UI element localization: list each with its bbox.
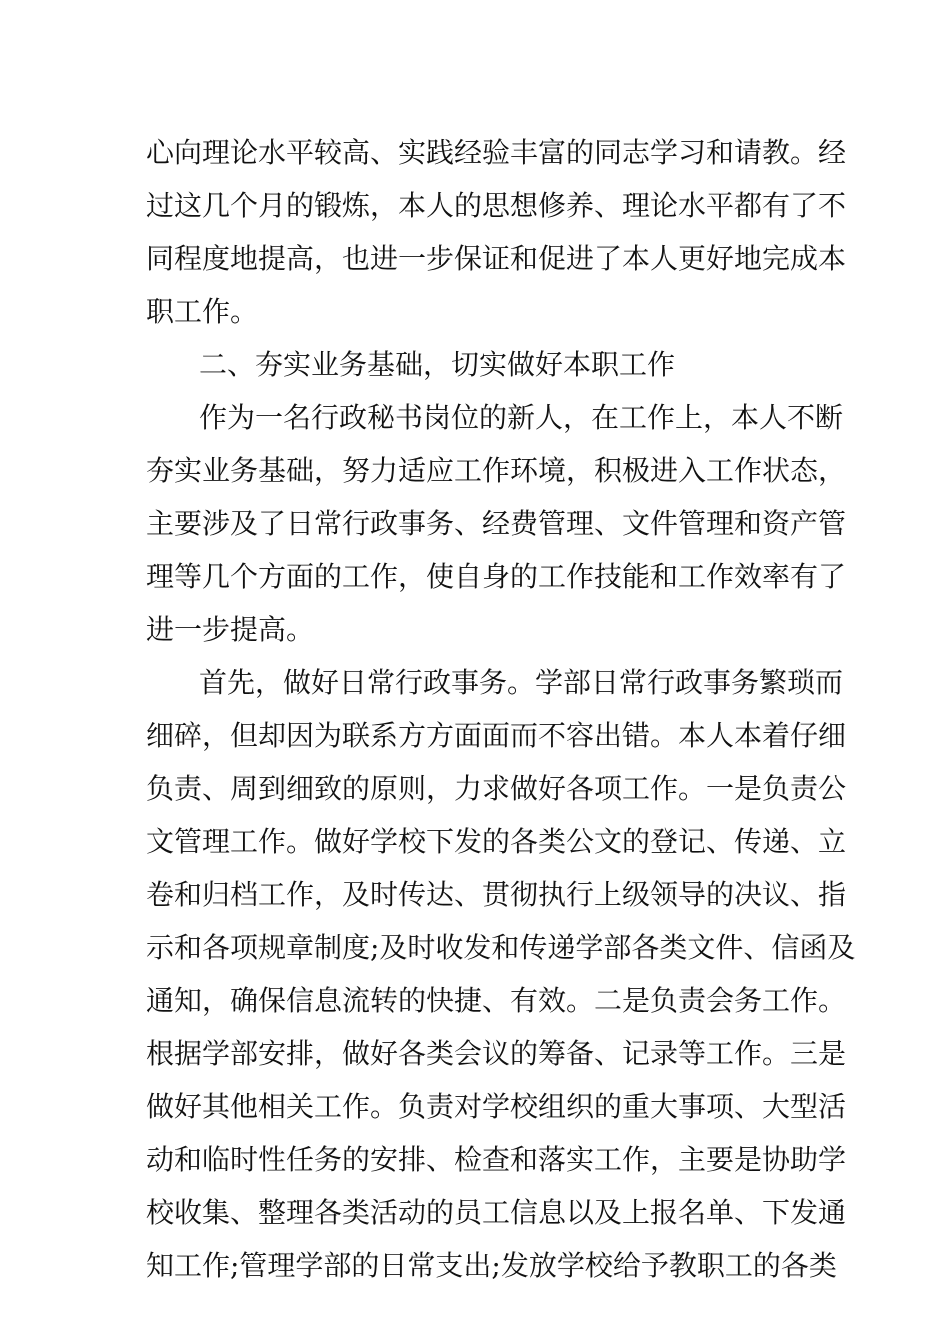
paragraph-line: 卷和归档工作，及时传达、贯彻执行上级领导的决议、指: [146, 878, 847, 911]
paragraph-line: 理等几个方面的工作，使自身的工作技能和工作效率有了: [146, 560, 847, 593]
paragraph-line: 动和临时性任务的安排、检查和落实工作，主要是协助学: [146, 1143, 847, 1176]
paragraph-line: 进一步提高。: [146, 613, 315, 646]
paragraph-line: 通知，确保信息流转的快捷、有效。二是负责会务工作。: [146, 984, 847, 1017]
document-body: [146, 126, 856, 1292]
paragraph-line: 首先，做好日常行政事务。学部日常行政事务繁琐而: [199, 666, 844, 699]
paragraph-line: 根据学部安排，做好各类会议的筹备、记录等工作。三是: [146, 1037, 847, 1070]
paragraph-line: 知工作;管理学部的日常支出;发放学校给予教职工的各类: [146, 1249, 837, 1282]
paragraph-line: 夯实业务基础，努力适应工作环境，积极进入工作状态，: [146, 454, 847, 487]
paragraph-line: 心向理论水平较高、实践经验丰富的同志学习和请教。经: [146, 136, 847, 169]
paragraph-line: 文管理工作。做好学校下发的各类公文的登记、传递、立: [146, 825, 847, 858]
paragraph-line: 做好其他相关工作。负责对学校组织的重大事项、大型活: [146, 1090, 847, 1123]
section-heading: 二、夯实业务基础，切实做好本职工作: [199, 348, 676, 381]
paragraph-line: 示和各项规章制度;及时收发和传递学部各类文件、信函及: [146, 931, 856, 964]
paragraph-line: 职工作。: [146, 295, 259, 328]
paragraph-line: 负责、周到细致的原则，力求做好各项工作。一是负责公: [146, 772, 847, 805]
paragraph-line: 作为一名行政秘书岗位的新人，在工作上，本人不断: [199, 401, 844, 434]
paragraph-line: 同程度地提高，也进一步保证和促进了本人更好地完成本: [146, 242, 847, 275]
paragraph-line: 过这几个月的锻炼，本人的思想修养、理论水平都有了不: [146, 189, 847, 222]
paragraph-line: 校收集、整理各类活动的员工信息以及上报名单、下发通: [146, 1196, 847, 1229]
paragraph-line: 主要涉及了日常行政事务、经费管理、文件管理和资产管: [146, 507, 847, 540]
paragraph-line: 细碎，但却因为联系方方面面而不容出错。本人本着仔细: [146, 719, 847, 752]
